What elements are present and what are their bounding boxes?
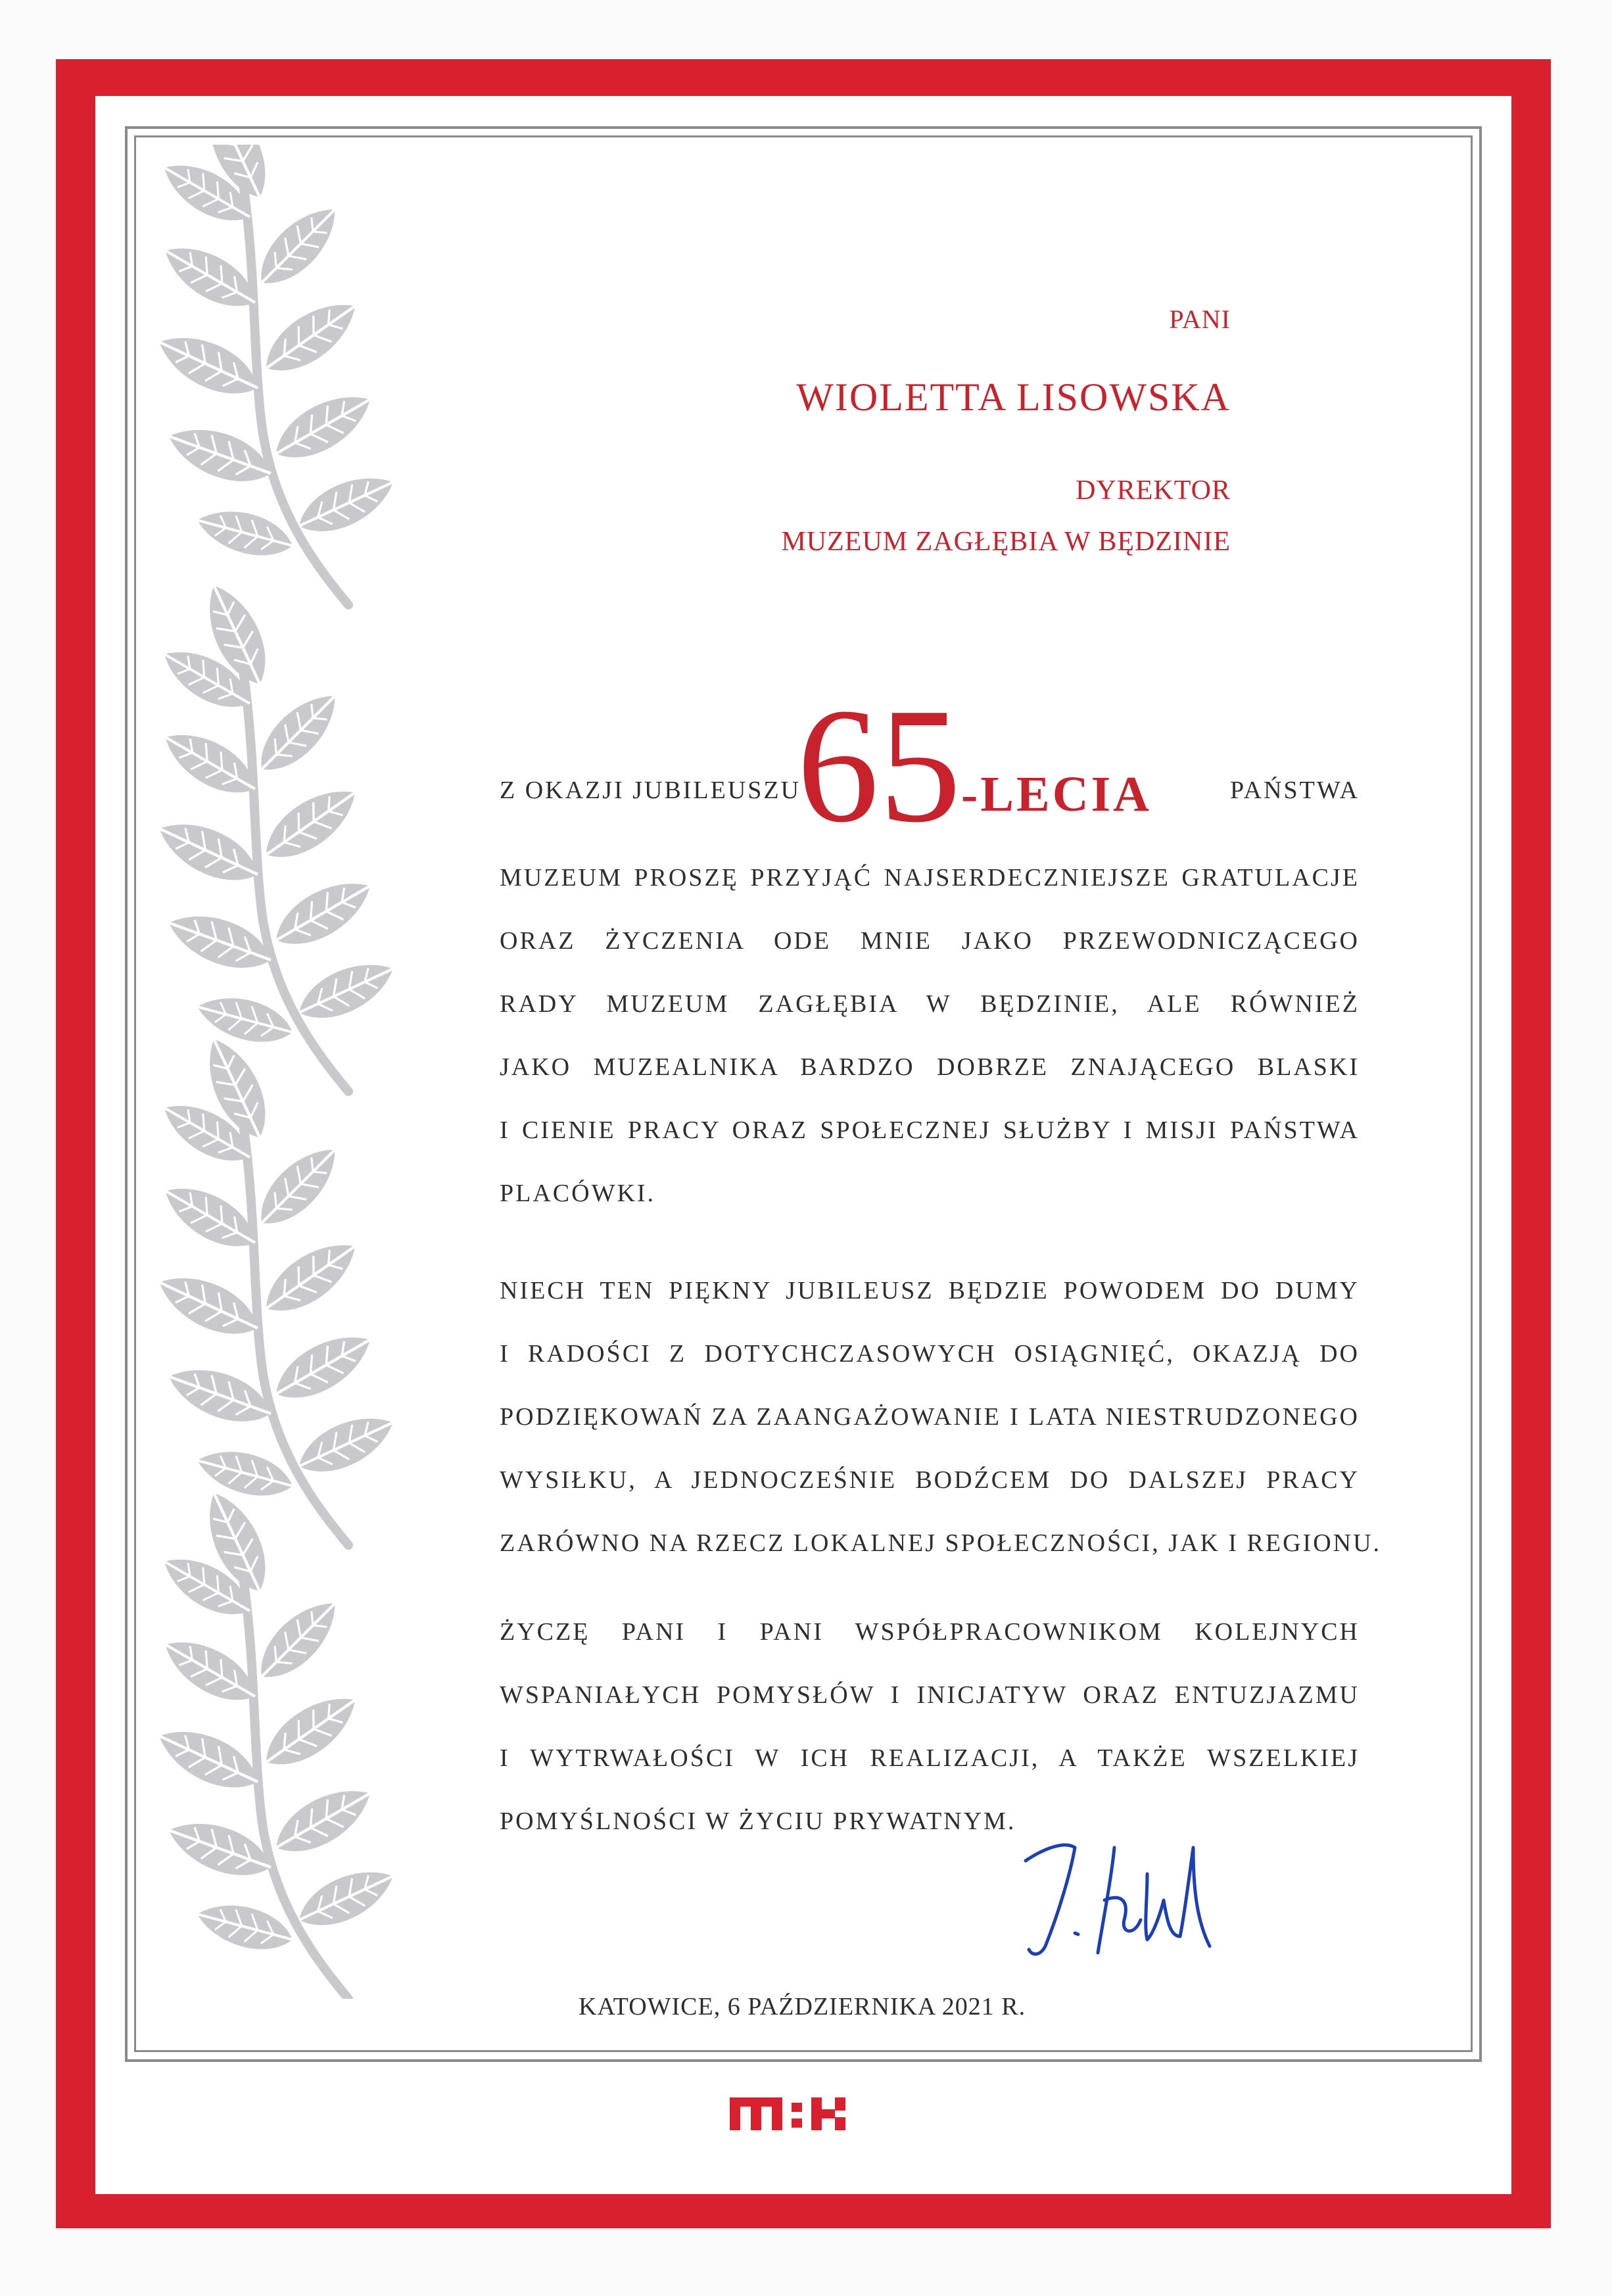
inner-border-right-outer bbox=[1479, 126, 1482, 2062]
paragraph-1 bbox=[500, 846, 1360, 1225]
inner-border-bottom-inner bbox=[134, 2050, 1473, 2052]
paragraph-line: I RADOŚCI Z DOTYCHCZASOWYCH OSIĄGNIĘĆ, OKAZJĄ DO bbox=[500, 1340, 1360, 1368]
inner-border-top-outer bbox=[125, 126, 1482, 129]
signature-icon bbox=[1012, 1821, 1223, 1979]
inner-border-left-outer bbox=[125, 126, 128, 2062]
paragraph-line: I WYTRWAŁOŚCI W ICH REALIZACJI, A TAKŻE WSZELKIEJ bbox=[500, 1744, 1360, 1772]
place-and-date: KATOWICE, 6 PAŹDZIERNIKA 2021 R. bbox=[579, 1993, 1026, 2021]
paragraph-line: PLACÓWKI. bbox=[500, 1180, 656, 1207]
paragraph-line: MUZEUM PROSZĘ PRZYJĄĆ NAJSERDECZNIEJSZE GRATULACJE bbox=[500, 864, 1360, 892]
inner-border-bottom-outer bbox=[125, 2059, 1482, 2062]
paragraph-line: WSPANIAŁYCH POMYSŁÓW I INICJATYW ORAZ ENTUZJAZMU bbox=[500, 1681, 1360, 1709]
intro-tail: PAŃSTWA bbox=[1230, 777, 1360, 804]
paragraph-3 bbox=[500, 1600, 1360, 1853]
paragraph-line: ŻYCZĘ PANI I PANI WSPÓŁPRACOWNIKOM KOLEJNYCH bbox=[500, 1618, 1360, 1646]
intro-prefix: Z OKAZJI JUBILEUSZU bbox=[500, 777, 801, 804]
paragraph-line: PODZIĘKOWAŃ ZA ZAANGAŻOWANIE I LATA NIESTRUDZONEGO bbox=[500, 1403, 1360, 1431]
inner-border-top-inner bbox=[134, 135, 1473, 137]
recipient-honorific: PANI bbox=[1169, 304, 1231, 334]
paragraph-line: I CIENIE PRACY ORAZ SPOŁECZNEJ SŁUŻBY I MISJI PAŃSTWA bbox=[500, 1116, 1360, 1144]
jubilee-suffix: -LECIA bbox=[961, 767, 1152, 822]
recipient-institution: MUZEUM ZAGŁĘBIA W BĘDZINIE bbox=[781, 527, 1231, 557]
jubilee-number: 65 bbox=[797, 675, 961, 857]
paragraph-line: ZARÓWNO NA RZECZ LOKALNEJ SPOŁECZNOŚCI, JAK I REGIONU. bbox=[500, 1529, 1382, 1557]
recipient-name: WIOLETTA LISOWSKA bbox=[796, 375, 1231, 419]
paragraph-2 bbox=[500, 1259, 1382, 1575]
mk-logo bbox=[730, 2091, 868, 2130]
paragraph-line: WYSIŁKU, A JEDNOCZEŚNIE BODŹCEM DO DALSZEJ PRACY bbox=[500, 1466, 1360, 1494]
laurel-branch-decoration bbox=[145, 145, 486, 1999]
recipient-position: DYREKTOR bbox=[1076, 475, 1231, 506]
intro-line bbox=[500, 675, 1360, 857]
inner-border-right-inner bbox=[1471, 135, 1473, 2052]
paragraph-line: NIECH TEN PIĘKNY JUBILEUSZ BĘDZIE POWODEM DO DUMY bbox=[500, 1277, 1360, 1304]
paragraph-line: JAKO MUZEALNIKA BARDZO DOBRZE ZNAJĄCEGO BLASKI bbox=[500, 1053, 1360, 1081]
paragraph-line: POMYŚLNOŚCI W ŻYCIU PRYWATNYM. bbox=[500, 1807, 1016, 1835]
inner-border-left-inner bbox=[134, 135, 136, 2052]
paragraph-line: ORAZ ŻYCZENIA ODE MNIE JAKO PRZEWODNICZĄCEGO bbox=[500, 927, 1360, 955]
paragraph-line: RADY MUZEUM ZAGŁĘBIA W BĘDZINIE, ALE RÓWNIEŻ bbox=[500, 990, 1360, 1018]
